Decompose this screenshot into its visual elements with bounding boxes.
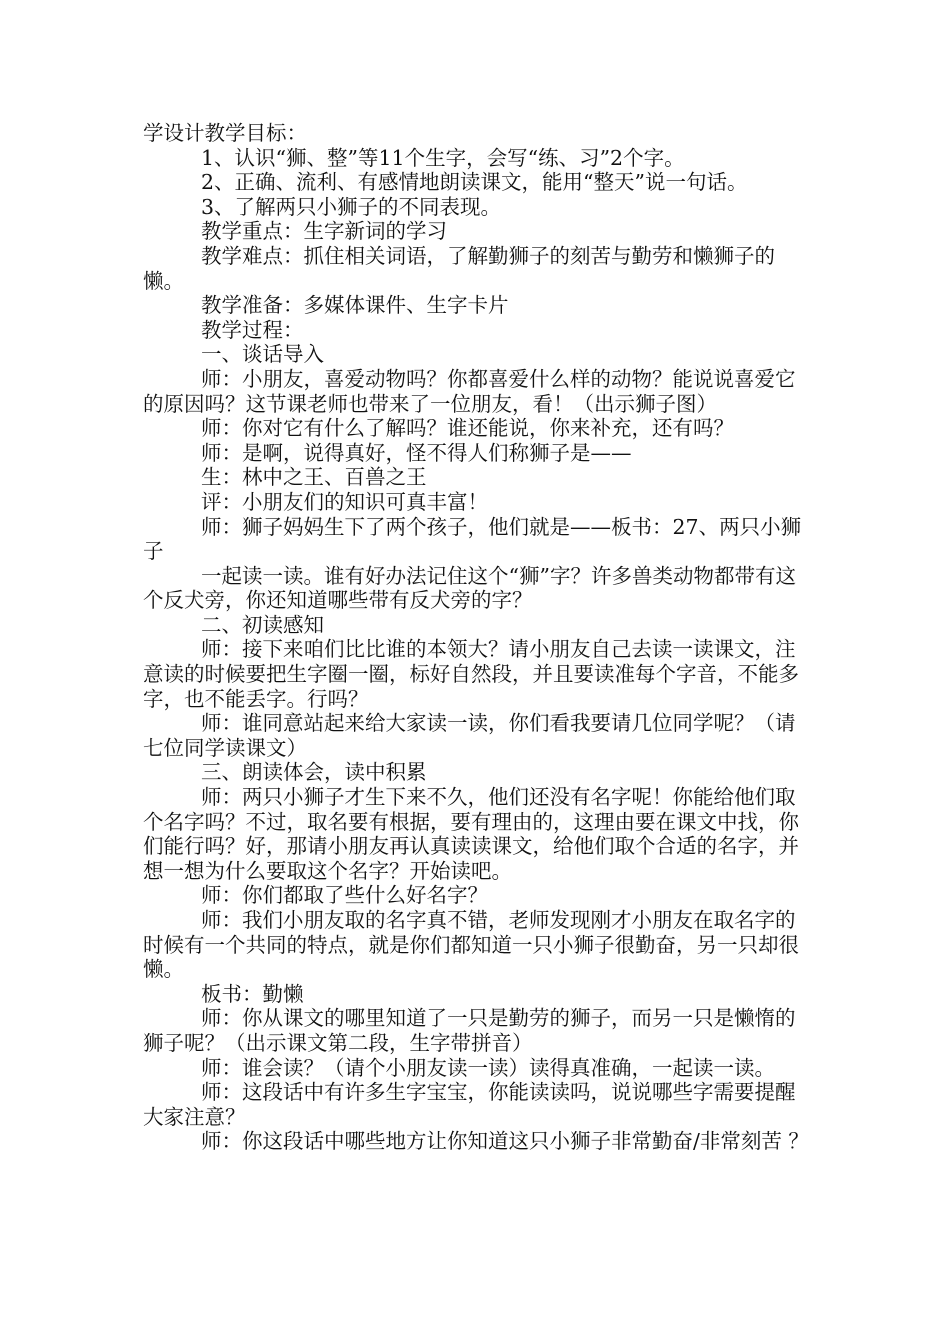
document-body bbox=[143, 121, 815, 1154]
paragraph: 评：小朋友们的知识可真丰富！ bbox=[201, 489, 488, 514]
section-heading: 三、朗读体会，读中积累 bbox=[201, 760, 427, 785]
paragraph: 生：林中之王、百兽之王 bbox=[201, 465, 427, 490]
paragraph: 师：小朋友，喜爱动物吗？你都喜爱什么样的动物？能说说喜爱它的原因吗？这节课老师也带来了一位朋友，看！（出示狮子图） bbox=[143, 366, 796, 416]
paragraph: 师：你这段话中哪些地方让你知道这只小狮子非常勤奋/非常刻苦 ？ bbox=[201, 1129, 809, 1154]
paragraph: 3、了解两只小狮子的不同表现。 bbox=[201, 194, 502, 219]
section-heading: 一、谈话导入 bbox=[201, 342, 324, 367]
paragraph: 教学难点：抓住相关词语，了解勤狮子的刻苦与勤劳和懒狮子的懒。 bbox=[143, 243, 775, 293]
paragraph: 师：谁同意站起来给大家读一读，你们看我要请几位同学呢？（请七位同学读课文） bbox=[143, 711, 796, 760]
paragraph: 师：这段话中有许多生字宝宝，你能读读吗，说说哪些字需要提醒大家注意？ bbox=[143, 1080, 796, 1129]
paragraph: 师：你对它有什么了解吗？谁还能说，你来补充，还有吗？ bbox=[201, 416, 734, 441]
paragraph: 师：谁会读？（请个小朋友读一读）读得真准确，一起读一读。 bbox=[201, 1055, 775, 1080]
paragraph: 2、正确、流利、有感情地朗读课文，能用“整天”说一句话。 bbox=[201, 170, 748, 195]
paragraph: 师：接下来咱们比比谁的本领大？请小朋友自己去读一读课文，注意读的时候要把生字圈一圈，标好自然段，并且要读准每个字音，不能多字，也不能丢字。行吗？ bbox=[143, 637, 799, 711]
paragraph: 师：你从课文的哪里知道了一只是勤劳的狮子，而另一只是懒惰的狮子呢？（出示课文第二段，生字带拼音） bbox=[143, 1006, 796, 1055]
section-heading: 二、初读感知 bbox=[201, 612, 324, 637]
paragraph: 师：我们小朋友取的名字真不错，老师发现刚才小朋友在取名字的时候有一个共同的特点，就是你们都知道一只小狮子很勤奋，另一只却很懒。 bbox=[143, 908, 799, 982]
paragraph: 1、认识“狮、整”等11个生字，会写“练、习”2个字。 bbox=[201, 145, 685, 170]
paragraph: 教学过程： bbox=[201, 317, 304, 342]
paragraph: 学设计教学目标： bbox=[143, 121, 307, 145]
paragraph: 一起读一读。谁有好办法记住这个“狮”字？许多兽类动物都带有这个反犬旁，你还知道哪些带有反犬旁的字？ bbox=[143, 563, 796, 613]
paragraph: 师：是啊，说得真好，怪不得人们称狮子是—— bbox=[201, 440, 632, 465]
paragraph: 师：狮子妈妈生下了两个孩子，他们就是——板书：27、两只小狮子 bbox=[143, 514, 802, 564]
paragraph: 板书：勤懒 bbox=[201, 981, 304, 1006]
paragraph: 教学重点：生字新词的学习 bbox=[201, 219, 447, 244]
paragraph: 师：你们都取了些什么好名字？ bbox=[201, 883, 488, 908]
paragraph: 师：两只小狮子才生下来不久，他们还没有名字呢！你能给他们取个名字吗？不过，取名要有根据，要有理由的，这理由要在课文中找，你们能行吗？好，那请小朋友再认真读读课文，给他们取个合适的名字，并想一想为什么要取这个名字？开始读吧。 bbox=[143, 785, 799, 883]
paragraph: 教学准备：多媒体课件、生字卡片 bbox=[201, 293, 509, 318]
